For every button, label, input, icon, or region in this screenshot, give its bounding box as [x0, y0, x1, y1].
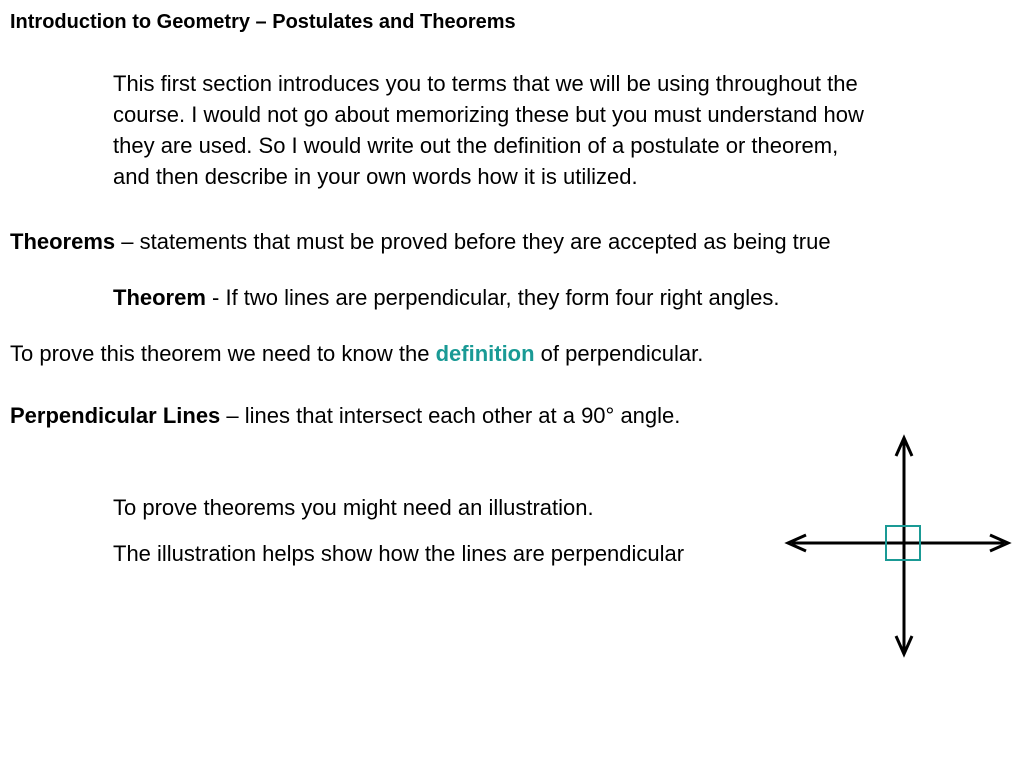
definition-highlight: definition [435, 341, 535, 366]
illustration-note: The illustration helps show how the lines are perpendicular [113, 541, 685, 566]
perpendicular-definition [10, 402, 680, 430]
illustration-note: To prove theorems you might need an illustration. [113, 495, 594, 520]
theorems-definition [10, 228, 831, 256]
theorem-text: - If two lines are perpendicular, they form four right angles. [205, 285, 780, 310]
perpendicular-text: – lines that intersect each other at a 90° angle. [220, 403, 681, 428]
intro-line: they are used. So I would write out the definition of a postulate or theorem, [113, 133, 839, 158]
theorems-text: – statements that must be proved before they are accepted as being true [115, 229, 831, 254]
prove-text-after: of perpendicular. [534, 341, 704, 366]
intro-line: This first section introduces you to terms that we will be using throughout the [113, 71, 858, 96]
intro-paragraph [113, 68, 1003, 192]
prove-line [10, 340, 703, 368]
theorem-term: Theorem [113, 285, 206, 310]
perpendicular-term: Perpendicular Lines [10, 403, 221, 428]
intro-line: and then describe in your own words how it is utilized. [113, 164, 638, 189]
perpendicular-lines-diagram [780, 430, 1020, 662]
theorem-example [113, 284, 779, 312]
prove-text-before: To prove this theorem we need to know the [10, 341, 436, 366]
intro-line: course. I would not go about memorizing these but you must understand how [113, 102, 864, 127]
theorems-term: Theorems [10, 229, 116, 254]
page-title: Introduction to Geometry – Postulates and Theorems [10, 11, 516, 33]
